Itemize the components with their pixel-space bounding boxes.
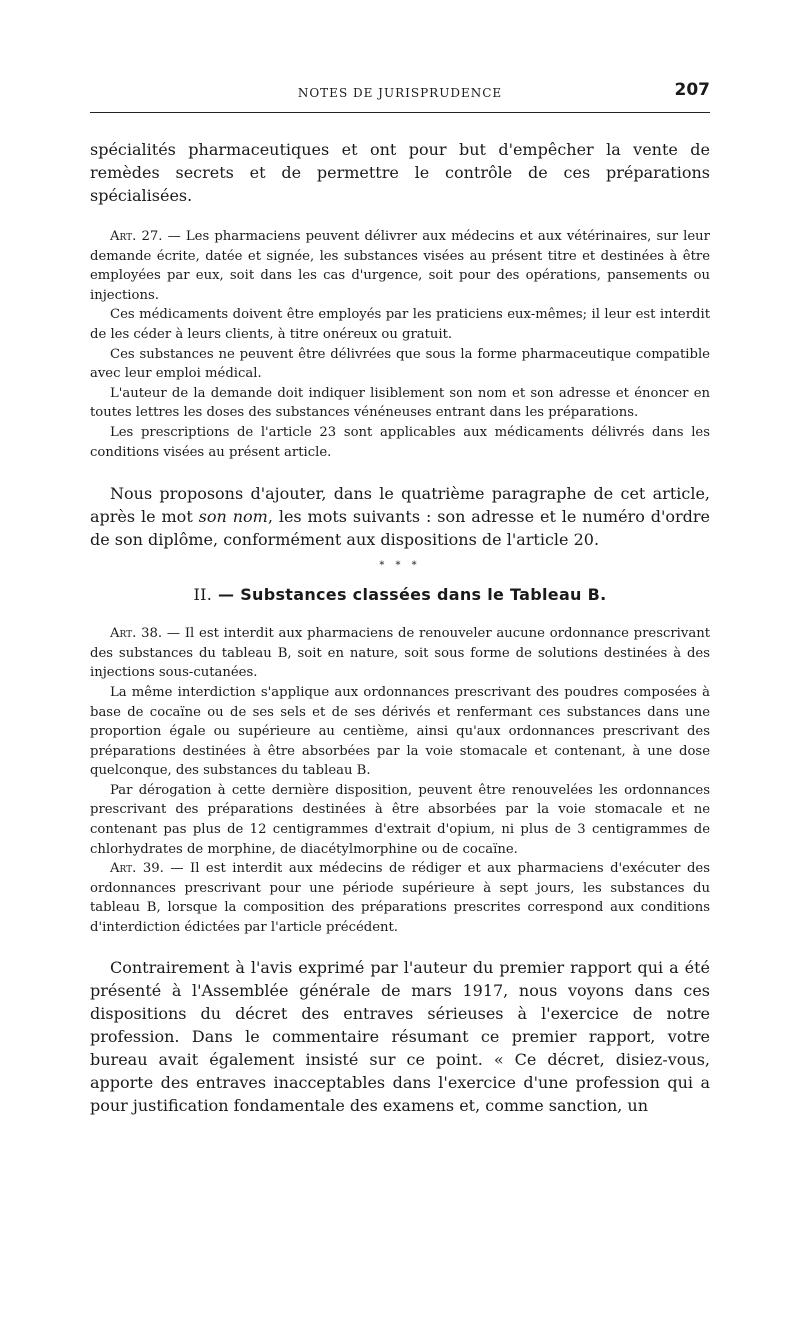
intro-paragraph: spécialités pharmaceutiques et ont pour but d'empêcher la vente de remèdes secrets et de permettre le contrôle de ces préparations spécialisées. <box>90 140 710 205</box>
law-excerpt-article-27 <box>90 227 710 462</box>
article-27-p3: Ces substances ne peuvent être délivrées que sous la forme pharmaceutique compatible avec leur emploi médical. <box>90 346 710 382</box>
commentary-paragraph-1 <box>90 482 710 551</box>
running-title: NOTES DE JURISPRUDENCE <box>297 86 503 100</box>
article-39-p1: — Il est interdit aux médecins de rédiger et aux pharmaciens d'exécuter des ordonnances prescrivant pour une période supérieure à sept jours, les substances du tableau B, lorsque la composition des préparations prescrites correspond aux conditions d'interdiction édictées par l'article précédent. <box>90 861 710 936</box>
article-38-p2: La même interdiction s'applique aux ordonnances prescrivant des poudres composées à base de cocaïne ou de ses sels et de ses dérivés et renfermant ces substances dans une proportion égale ou supérieure au centième, ainsi qu'aux ordonnances prescrivant des préparations destinées à être absorbées par la voie stomacale et contenant, à une dose quelconque, des substances du tableau B. <box>90 684 710 779</box>
section-title-text: — Substances classées dans le Tableau B. <box>218 585 607 605</box>
asterism-divider: * * * <box>379 560 421 572</box>
law-excerpt-articles-38-39 <box>90 624 710 938</box>
article-38-label: Art. 38. <box>110 626 163 642</box>
article-27-label: Art. 27. <box>110 229 163 244</box>
page-number: 207 <box>674 80 710 100</box>
page-header <box>90 78 710 112</box>
section-heading <box>90 585 710 604</box>
article-27-p5: Les prescriptions de l'article 23 sont applicables aux médicaments délivrés dans les conditions visées au présent article. <box>90 424 710 460</box>
page <box>90 78 710 1117</box>
commentary-1-text-b: , les mots suivants : son adresse et le numéro d'ordre de son diplôme, conformément aux dispositions de l'article 20. <box>90 507 711 550</box>
article-27-p1: — Les pharmaciens peuvent délivrer aux médecins et aux vétérinaires, sur leur demande écrite, datée et signée, les substances visées au présent titre et destinées à être employées par eux, soit dans les cas d'urgence, soit pour des opérations, pansements ou injections. <box>90 229 710 303</box>
article-39-label: Art. 39. <box>110 861 164 877</box>
header-rule <box>90 112 710 113</box>
article-27-p2: Ces médicaments doivent être employés par les praticiens eux-mêmes; il leur est interdit de les céder à leurs clients, à titre onéreux ou gratuit. <box>90 307 710 342</box>
commentary-1-text-a: Nous proposons d'ajouter, dans le quatrième paragraphe de cet article, après le mot <box>90 484 710 527</box>
article-38-p1: — Il est interdit aux pharmaciens de renouveler aucune ordonnance prescrivant des substances du tableau B, soit en nature, soit sous forme de solutions destinées à des injections sous-cutanées. <box>90 626 710 681</box>
commentary-1-italic: son nom <box>198 507 268 527</box>
article-38-p3: Par dérogation à cette dernière disposition, peuvent être renouvelées les ordonnances prescrivant des préparations destinées à être absorbées par la voie stomacale et ne contenant pas plus de 12 centigrammes d'extrait d'opium, ni plus de 3 centigrammes de chlorhydrates de morphine, de diacétylmorphine ou de cocaïne. <box>90 782 710 857</box>
article-27-p4: L'auteur de la demande doit indiquer lisiblement son nom et son adresse et énoncer en toutes lettres les doses des substances vénéneuses entrant dans les préparations. <box>90 385 710 421</box>
commentary-paragraph-2: Contrairement à l'avis exprimé par l'auteur du premier rapport qui a été présenté à l'Assemblée générale de mars 1917, nous voyons dans ces dispositions du décret des entraves sérieuses à l'exercice de notre profession. Dans le commentaire résumant ce premier rapport, votre bureau avait également insisté sur ce point. « Ce décret, disiez-vous, apporte des entraves inacceptables dans l'exercice d'une profession qui a pour justification fondamentale des examens et, comme sanction, un <box>90 957 710 1115</box>
section-number: II. <box>193 585 213 605</box>
